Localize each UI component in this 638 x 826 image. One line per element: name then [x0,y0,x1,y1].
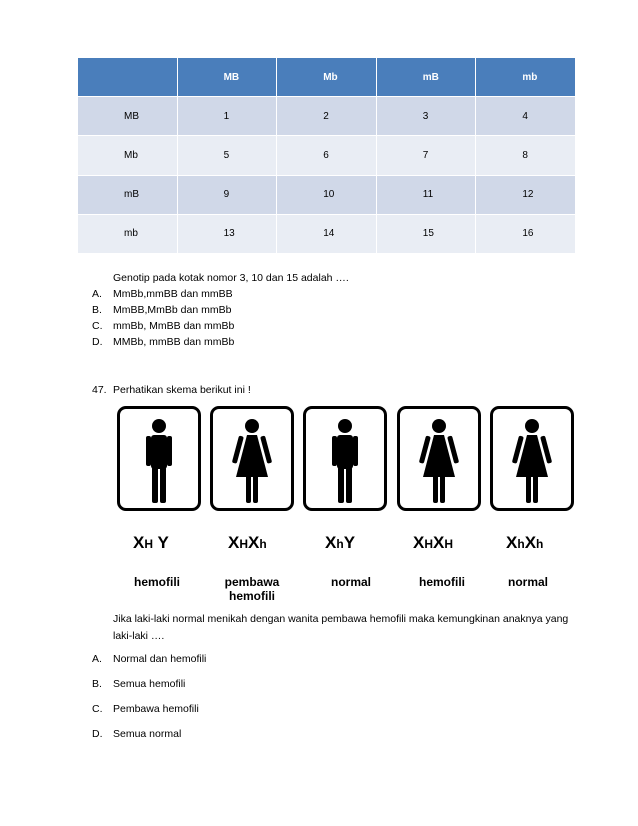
option-label: B. [92,304,102,316]
table-cell: 16 [476,214,576,253]
table-cell: 2 [277,97,377,136]
table-row [78,97,576,136]
female-figure-card [490,406,574,511]
male-figure-card [117,406,201,511]
female-figure-card [397,406,481,511]
table-cell: 11 [376,175,476,214]
table-cell: Mb [78,136,178,175]
female-icon [400,409,478,508]
table-header-cell: Mb [277,58,377,97]
female-icon [213,409,291,508]
option-label: D. [92,336,103,348]
genotype-label: XhY [325,533,356,552]
option-text: mmBb, MmBB dan mmBb [113,320,235,332]
option-label: B. [92,678,102,690]
table-cell: 12 [476,175,576,214]
option-text: MmBb,mmBB dan mmBB [113,288,233,300]
option-label: C. [92,320,103,332]
female-figure-card [210,406,294,511]
option-text: MMBb, mmBB dan mmBb [113,336,235,348]
table-cell: 1 [177,97,277,136]
genotype-label: XHXh [228,533,267,552]
female-icon [493,409,571,508]
option-text: Semua hemofili [113,678,186,690]
table-cell: MB [78,97,178,136]
table-header-cell: mB [376,58,476,97]
male-icon [120,409,198,508]
table-cell: 5 [177,136,277,175]
question-47-number: 47. [92,384,107,396]
table-cell: 15 [376,214,476,253]
table-row [78,214,576,253]
table-cell: mB [78,175,178,214]
option-text: Pembawa hemofili [113,703,199,715]
option-label: A. [92,288,102,300]
table-header-row [78,58,576,97]
status-label: normal [507,575,548,589]
question-47-text-line2: laki-laki …. [113,630,165,642]
genotype-label: XhXh [506,533,544,552]
punnett-table [77,57,576,254]
table-header-cell [78,58,178,97]
option-label: C. [92,703,103,715]
table-row [78,136,576,175]
option-label: D. [92,728,103,740]
table-cell: 8 [476,136,576,175]
question-46-stem: Genotip pada kotak nomor 3, 10 dan 15 adalah …. [113,272,349,284]
status-label: normal [330,575,371,589]
option-text: Normal dan hemofili [113,653,207,665]
table-header-cell: mb [476,58,576,97]
table-cell: 10 [277,175,377,214]
status-label: hemofili [418,575,465,589]
status-label: pembawa hemofili [224,575,280,603]
table-cell: 9 [177,175,277,214]
table-cell: 4 [476,97,576,136]
option-text: MmBB,MmBb dan mmBb [113,304,232,316]
question-47-stem: Perhatikan skema berikut ini ! [113,384,251,396]
genotype-label: XH Y [133,533,169,552]
table-row [78,175,576,214]
status-label: hemofili [133,575,180,589]
male-figure-card [303,406,387,511]
genotype-label: XHXH [413,533,454,552]
table-cell: mb [78,214,178,253]
option-text: Semua normal [113,728,182,740]
table-cell: 14 [277,214,377,253]
table-cell: 6 [277,136,377,175]
male-icon [306,409,384,508]
table-cell: 7 [376,136,476,175]
option-label: A. [92,653,102,665]
table-cell: 13 [177,214,277,253]
question-47-text-line1: Jika laki-laki normal menikah dengan wanita pembawa hemofili maka kemungkinan anaknya yang [113,613,569,625]
table-cell: 3 [376,97,476,136]
table-header-cell: MB [177,58,277,97]
